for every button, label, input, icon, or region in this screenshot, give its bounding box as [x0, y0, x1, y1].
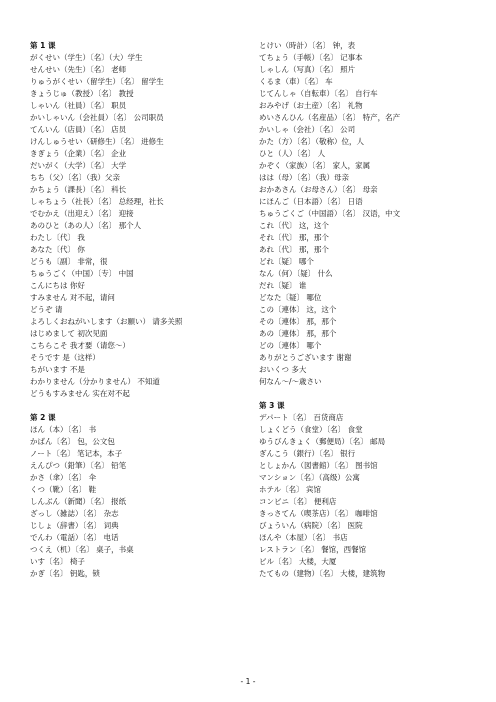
vocab-entry: かさ（傘）〔名〕 伞 [30, 473, 97, 482]
vocab-entry: かいしゃ（会社）〔名〕 公司 [259, 125, 356, 134]
vocab-entry: 何なん～/～歳さい [259, 377, 322, 386]
vocab-entry: しゃちょう（社長）〔名〕 总经理，社长 [30, 197, 164, 206]
vocab-entry: これ〔代〕 这，这个 [259, 221, 329, 230]
vocab-entry: あなた〔代〕 你 [30, 245, 85, 254]
vocab-entry: くつ（靴）〔名〕 鞋 [30, 485, 97, 494]
vocab-entry: かちょう（課長）〔名〕 科长 [30, 185, 127, 194]
vocab-entry: てちょう（手帳）〔名〕 记事本 [259, 53, 363, 62]
vocab-entry: レストラン〔名〕 餐馆，西餐馆 [259, 545, 367, 554]
vocab-entry: ちゅうごくご（中国語）〔名〕 汉语，中文 [259, 209, 401, 218]
vocab-entry: こちらこそ 我才要（请您～） [30, 341, 130, 350]
vocab-entry: どれ〔疑〕 哪个 [259, 257, 314, 266]
vocab-entry: じしょ（辞書）〔名〕 词典 [30, 521, 119, 530]
vocab-entry: ありがとうございます 谢谢 [259, 353, 352, 362]
vocab-entry: えんぴつ（鉛筆）〔名〕 铅笔 [30, 461, 127, 470]
vocab-entry: この〔連体〕 这，这个 [259, 305, 337, 314]
vocab-entry: あのひと（あの人）〔名〕 那个人 [30, 221, 142, 230]
vocab-entry: どうもすみません 实在对不起 [30, 389, 130, 398]
vocab-entry: くるま（車）〔名〕 车 [259, 77, 333, 86]
vocab-entry: きっさてん（喫茶店）〔名〕 咖啡馆 [259, 509, 378, 518]
vocab-entry: ちがいます 不是 [30, 365, 85, 374]
vocab-entry: どうぞ 请 [30, 305, 63, 314]
vocab-entry: じてんしゃ（自転車）〔名〕 自行车 [259, 89, 378, 98]
vocab-entry: ビル〔名〕 大楼，大厦 [259, 557, 337, 566]
vocab-entry: はは（母）〔名〕（我）母亲 [259, 173, 349, 182]
right-column [259, 40, 475, 580]
vocab-entry: その〔連体〕 那，那个 [259, 317, 337, 326]
vocab-entry: あの〔連体〕 那，那个 [259, 329, 337, 338]
lesson-heading: 第 1 课 [30, 41, 56, 50]
vocab-entry: めいさんひん（名産品）〔名〕 特产，名产 [259, 113, 401, 122]
vocab-entry: ほん（本）〔名〕 书 [30, 425, 97, 434]
vocab-entry: ほんや（本屋）〔名〕 书店 [259, 533, 348, 542]
lesson-heading: 第 2 课 [30, 413, 56, 422]
vocab-entry: せんせい（先生）〔名〕 老师 [30, 65, 127, 74]
blank-line [259, 388, 475, 400]
vocab-entry: おみやげ（お土産）〔名〕 礼物 [259, 101, 363, 110]
vocab-entry: つくえ（机）〔名〕 桌子，书桌 [30, 545, 134, 554]
vocab-entry: ホテル〔名〕 宾馆 [259, 485, 322, 494]
vocab-entry: りゅうがくせい（留学生）〔名〕 留学生 [30, 77, 164, 86]
vocab-entry: どうも〔副〕 非常，很 [30, 257, 108, 266]
vocab-entry: ぎんこう（銀行）〔名〕 银行 [259, 449, 356, 458]
vocab-entry: どの〔連体〕 哪个 [259, 341, 322, 350]
vocab-entry: そうです 是（这样） [30, 353, 100, 362]
lesson-heading: 第 3 课 [259, 401, 285, 410]
vocab-entry: ちゅうごく（中国）〔专〕 中国 [30, 269, 134, 278]
vocab-entry: でむかえ（出迎え）〔名〕 迎接 [30, 209, 134, 218]
vocab-entry: だいがく（大学）〔名〕 大学 [30, 161, 127, 170]
vocab-entry: こんにちは 你好 [30, 281, 85, 290]
vocab-entry: きょうじゅ（教授）〔名〕 教授 [30, 89, 134, 98]
vocab-entry: ざっし（雑誌）〔名〕 杂志 [30, 509, 119, 518]
vocab-entry: わたし〔代〕 我 [30, 233, 85, 242]
vocab-entry: しょくどう（食堂）〔名〕 食堂 [259, 425, 363, 434]
vocab-entry: てんいん（店員）〔名〕 店员 [30, 125, 127, 134]
vocab-entry: とけい（時計）〔名〕 钟，表 [259, 41, 356, 50]
vocab-entry: おいくつ 多大 [259, 365, 307, 374]
vocab-entry: コンビニ〔名〕 便利店 [259, 497, 337, 506]
vocab-entry: はじめまして 初次见面 [30, 329, 108, 338]
vocab-entry: ノート〔名〕 笔记本，本子 [30, 449, 123, 458]
vocab-entry: かぎ〔名〕 钥匙，锁 [30, 569, 100, 578]
vocab-entry: しんぶん（新聞）〔名〕 报纸 [30, 497, 127, 506]
vocab-entry: すみません 对不起，请问 [30, 293, 115, 302]
vocab-entry: でんわ（電話）〔名〕 电话 [30, 533, 119, 542]
vocab-entry: それ〔代〕 那，那个 [259, 233, 329, 242]
vocab-entry: わかりません（分かりません） 不知道 [30, 377, 160, 386]
left-column [30, 40, 246, 580]
vocab-entry: だれ〔疑〕 谁 [259, 281, 307, 290]
vocab-entry: としょかん（図書館）〔名〕 图书馆 [259, 461, 378, 470]
vocab-entry: にほんご（日本語）〔名〕 日语 [259, 197, 363, 206]
blank-line [30, 400, 246, 412]
vocab-entry: たてもの（建物）〔名〕 大楼，建筑物 [259, 569, 386, 578]
vocab-entry: けんしゅうせい（研修生）〔名〕 进修生 [30, 137, 164, 146]
vocab-entry: きぎょう（企業）〔名〕 企业 [30, 149, 127, 158]
vocab-entry: びょういん（病院）〔名〕 医院 [259, 521, 363, 530]
vocab-entry: かいしゃいん（会社員）〔名〕 公司职员 [30, 113, 164, 122]
vocab-entry: かばん〔名〕 包，公文包 [30, 437, 115, 446]
vocab-entry: ちち（父）〔名〕（我）父亲 [30, 173, 120, 182]
vocab-entry: どなた〔疑〕 哪位 [259, 293, 322, 302]
vocab-entry: あれ〔代〕 那，那个 [259, 245, 329, 254]
vocab-entry: ひと（人）〔名〕 人 [259, 149, 326, 158]
vocab-entry: しゃしん（写真）〔名〕 照片 [259, 65, 356, 74]
vocab-entry: よろしくおねがいします（お願い） 请多关照 [30, 317, 183, 326]
vocab-entry: がくせい（学生）〔名〕（大）学生 [30, 53, 143, 62]
vocab-entry: おかあさん（お母さん）〔名〕 母亲 [259, 185, 378, 194]
vocab-entry: なん（何）〔疑〕 什么 [259, 269, 333, 278]
vocab-entry: いす〔名〕 椅子 [30, 557, 85, 566]
vocab-entry: しゃいん（社員）〔名〕 职员 [30, 101, 127, 110]
vocab-entry: ゆうびんきょく（郵便局）〔名〕 邮局 [259, 437, 386, 446]
vocab-entry: マンション〔名〕（高级）公寓 [259, 473, 360, 482]
page-number: - 1 - [240, 677, 256, 686]
vocab-entry: かぞく（家族）〔名〕 家人，家属 [259, 161, 371, 170]
vocab-entry: かた（方）〔名〕（敬称）位，人 [259, 137, 364, 146]
vocab-entry: デパート〔名〕 百货商店 [259, 413, 344, 422]
